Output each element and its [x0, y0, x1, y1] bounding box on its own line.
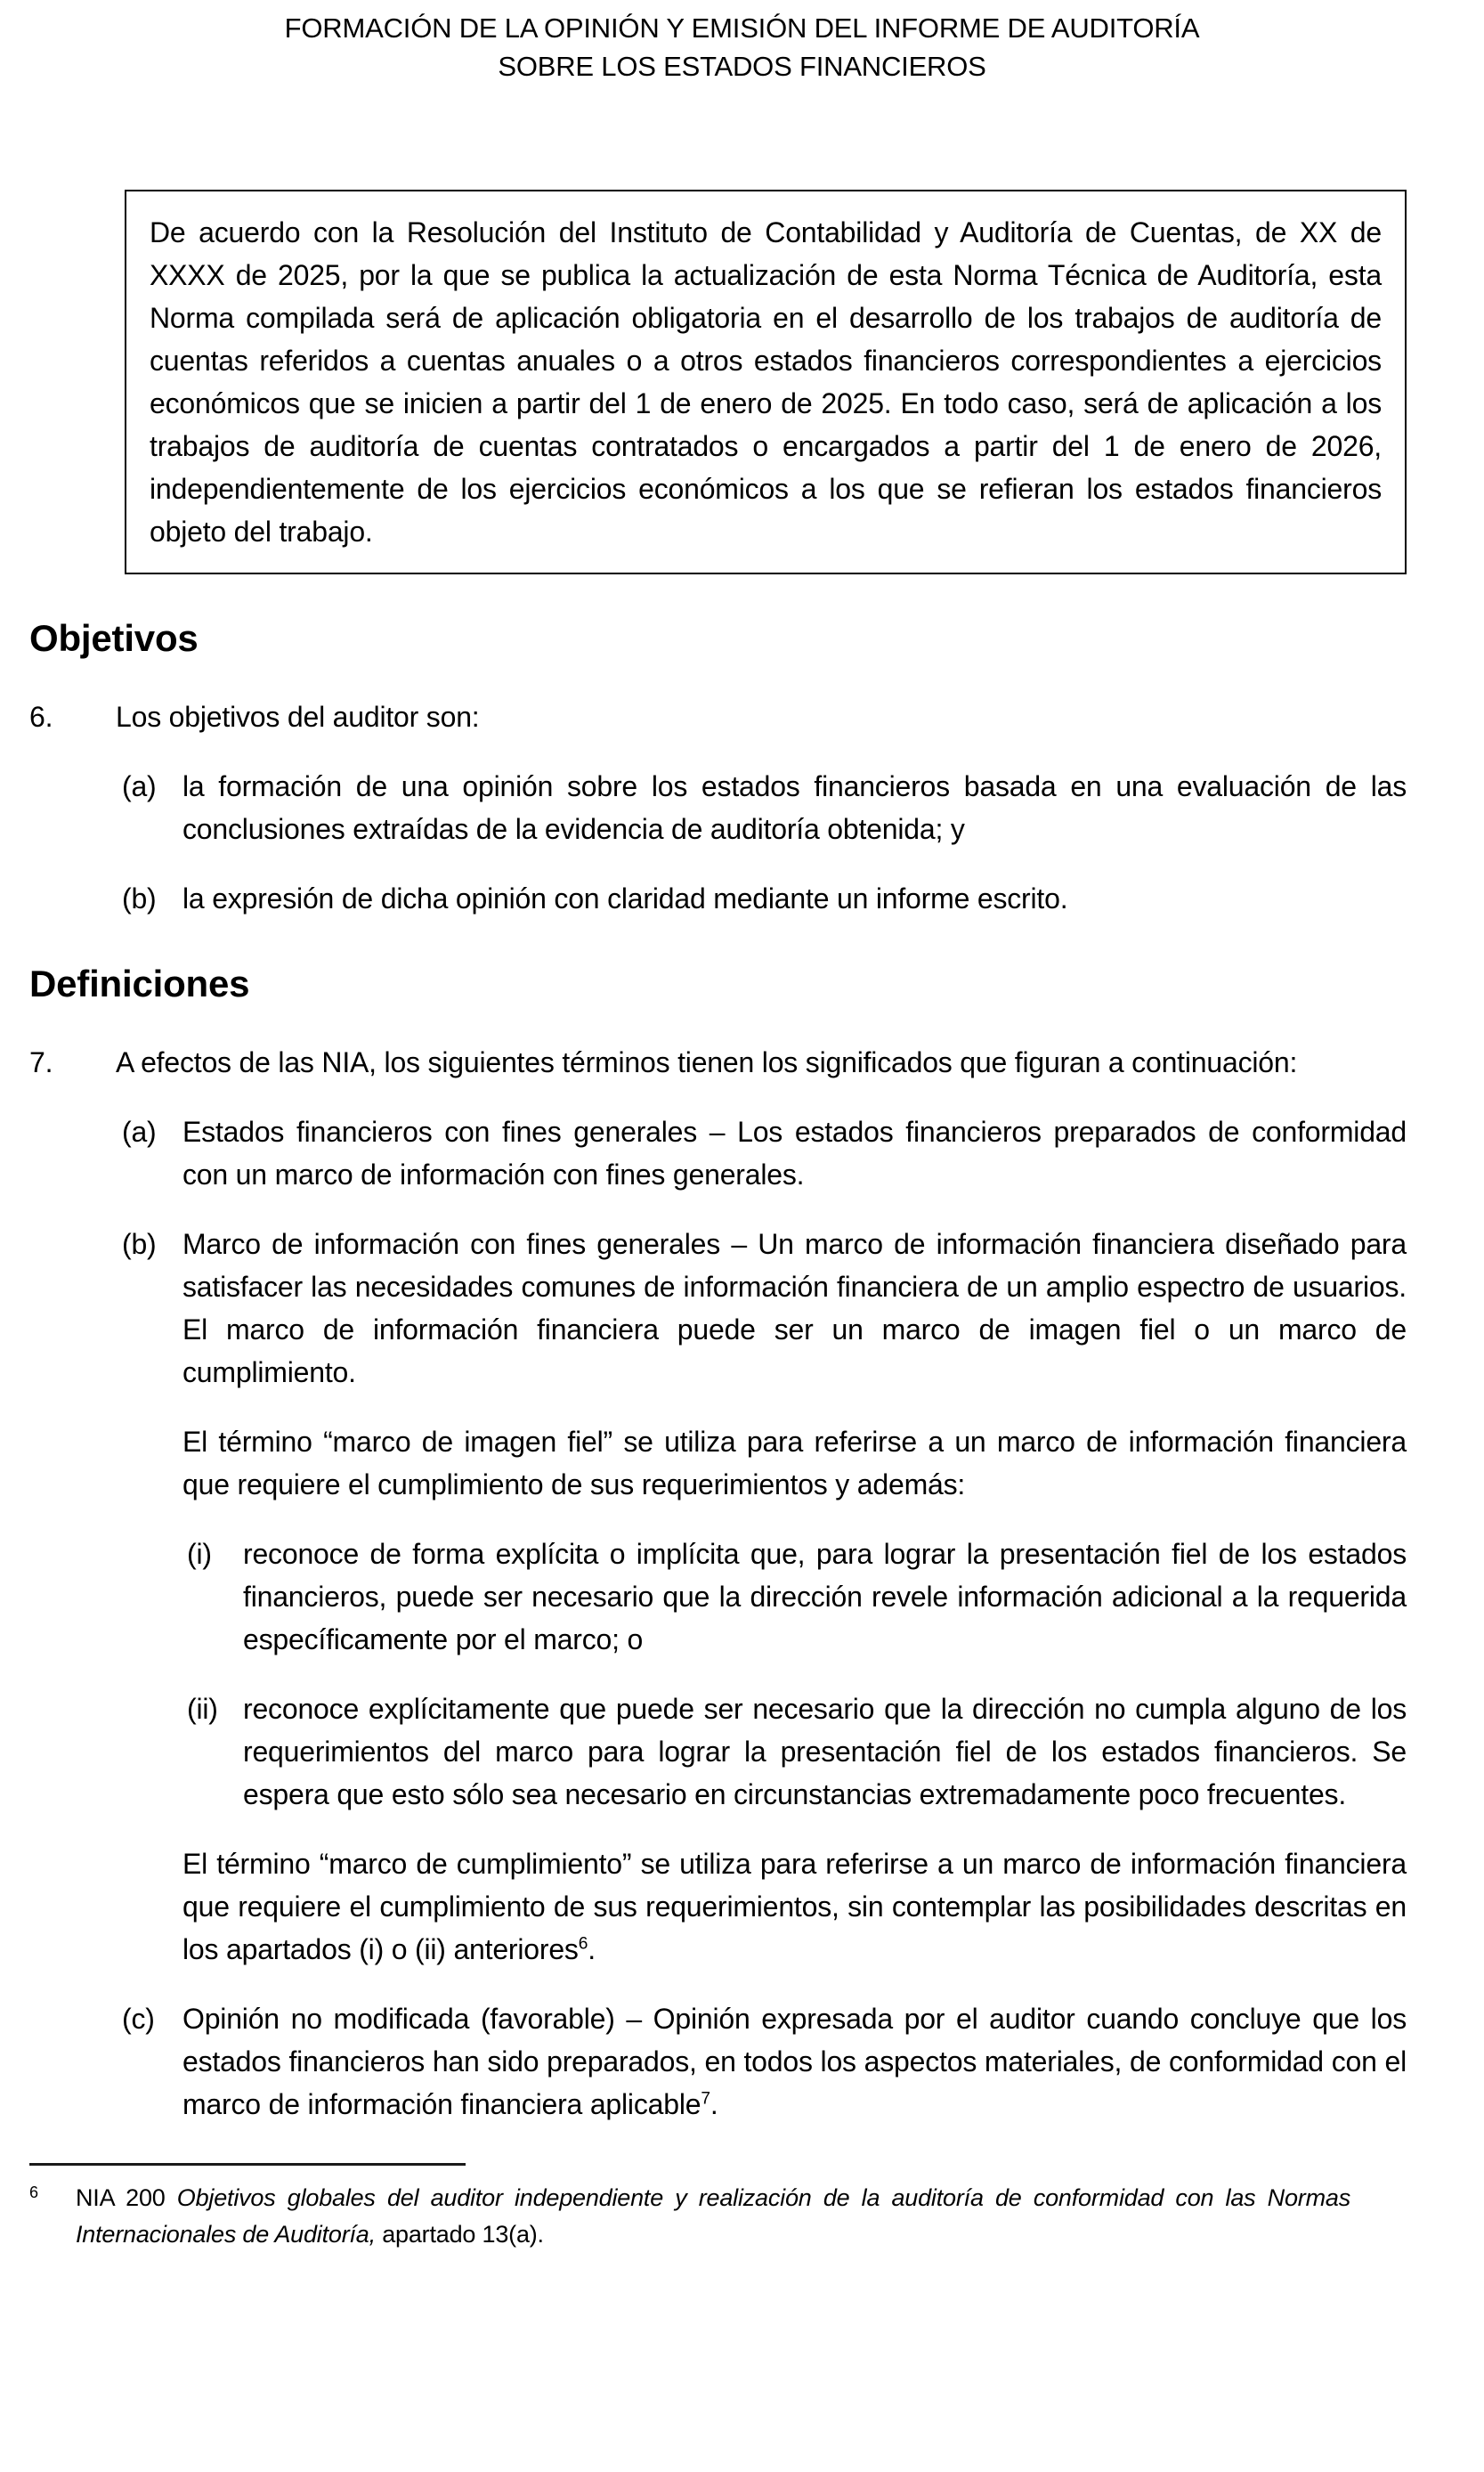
objetivos-item-a-marker: (a)	[122, 770, 157, 803]
definiciones-item-c-text	[182, 1997, 1407, 2126]
objetivos-item-a-text: la formación de una opinión sobre los estados financieros basada en una evaluación de las conclusiones extraídas de la evidencia de auditoría obtenida; y	[182, 770, 1407, 846]
definiciones-sub-ii-text: reconoce explícitamente que puede ser necesario que la dirección no cumpla alguno de los requerimientos del marco para lograr la presentación fiel de los estados financieros. Se espera que esto sólo sea necesario en circunstancias extremadamente poco frecuentes.	[243, 1693, 1407, 1811]
marco-cumplimiento-text-end: .	[588, 1933, 596, 1966]
definiciones-item-b	[122, 1223, 1407, 1394]
document-title	[125, 9, 1359, 86]
definiciones-item-c-marker: (c)	[122, 2003, 155, 2036]
footnote-6-marker: 6	[29, 2183, 38, 2202]
definiciones-item-b-text: Marco de información con fines generales – Un marco de información financiera diseñado para satisfacer las necesidades comunes de información financiera de un amplio espectro de usuarios. El marco de información financiera puede ser un marco de imagen fiel o un marco de cumplimiento.	[182, 1228, 1407, 1389]
objetivos-item-b	[122, 877, 1407, 920]
paragraph-7	[29, 1041, 1407, 1084]
paragraph-7-number: 7.	[29, 1046, 53, 1079]
definiciones-sub-i	[187, 1533, 1407, 1661]
footnote-6-text	[76, 2180, 1350, 2252]
footnote-ref-7: 7	[701, 2089, 710, 2109]
footnote-6-prefix: NIA 200	[76, 2184, 177, 2212]
paragraph-7-text: A efectos de las NIA, los siguientes términos tienen los significados que figuran a continuación:	[116, 1046, 1298, 1079]
definiciones-item-a-text: Estados financieros con fines generales – Los estados financieros preparados de conformidad con un marco de información con fines generales.	[182, 1116, 1407, 1191]
footnote-6-title: Objetivos globales del auditor independiente y realización de la auditoría de conformidad con las Normas Internacionales de Auditoría,	[76, 2184, 1350, 2248]
paragraph-6	[29, 695, 1407, 738]
notice-box	[125, 190, 1407, 574]
definiciones-item-b-marker: (b)	[122, 1228, 157, 1261]
definiciones-sub-ii-marker: (ii)	[187, 1693, 218, 1726]
definiciones-item-a-marker: (a)	[122, 1116, 157, 1149]
footnote-6-suffix: apartado 13(a).	[375, 2220, 544, 2248]
footnote-ref-6: 6	[578, 1934, 588, 1954]
definiciones-sub-i-marker: (i)	[187, 1538, 212, 1571]
notice-box-text: De acuerdo con la Resolución del Instituto de Contabilidad y Auditoría de Cuentas, de XX de XXXX de 2025, por la que se publica la actualización de esta Norma Técnica de Auditoría, esta Norma compilada será de aplicación obligatoria en el desarrollo de los trabajos de auditoría de cuentas referidos a cuentas anuales o a otros estados financieros correspondientes a ejercicios económicos que se inicien a partir del 1 de enero de 2025. En todo caso, será de aplicación a los trabajos de auditoría de cuentas contratados o encargados a partir del 1 de enero de 2026, independientemente de los ejercicios económicos a los que se refieran los estados financieros objeto del trabajo.	[150, 215, 1382, 548]
heading-objetivos: Objetivos	[29, 616, 199, 659]
definiciones-item-c	[122, 1997, 1407, 2126]
footnote-6	[29, 2180, 1350, 2252]
definiciones-sub-i-text: reconoce de forma explícita o implícita que, para lograr la presentación fiel de los estados financieros, puede ser necesario que la dirección revele información adicional a la requerida específicamente por el marco; o	[243, 1538, 1407, 1656]
marco-cumplimiento-paragraph	[182, 1842, 1407, 1971]
footnote-separator	[29, 2163, 466, 2166]
document-title-line2: SOBRE LOS ESTADOS FINANCIEROS	[498, 51, 986, 83]
heading-definiciones: Definiciones	[29, 963, 250, 1005]
paragraph-6-text: Los objetivos del auditor son:	[116, 701, 480, 734]
marco-cumplimiento-text: El término “marco de cumplimiento” se utiliza para referirse a un marco de información financiera que requiere el cumplimiento de sus requerimientos, sin contemplar las posibilidades descritas en los apartados (i) o (ii) anteriores	[182, 1848, 1407, 1966]
marco-imagen-fiel-paragraph: El término “marco de imagen fiel” se utiliza para referirse a un marco de información financiera que requiere el cumplimiento de sus requerimientos y además:	[182, 1426, 1407, 1501]
definiciones-item-c-body: Opinión no modificada (favorable) – Opinión expresada por el auditor cuando concluye que los estados financieros han sido preparados, en todos los aspectos materiales, de conformidad con el marco de información financiera aplicable	[182, 2003, 1407, 2121]
paragraph-6-number: 6.	[29, 701, 53, 734]
definiciones-item-c-body-end: .	[710, 2088, 718, 2121]
objetivos-item-a	[122, 765, 1407, 850]
definiciones-sub-ii	[187, 1687, 1407, 1816]
objetivos-item-b-text: la expresión de dicha opinión con claridad mediante un informe escrito.	[182, 882, 1068, 915]
objetivos-item-b-marker: (b)	[122, 882, 157, 915]
document-title-line1: FORMACIÓN DE LA OPINIÓN Y EMISIÓN DEL INFORME DE AUDITORÍA	[284, 12, 1200, 44]
definiciones-item-a	[122, 1110, 1407, 1196]
